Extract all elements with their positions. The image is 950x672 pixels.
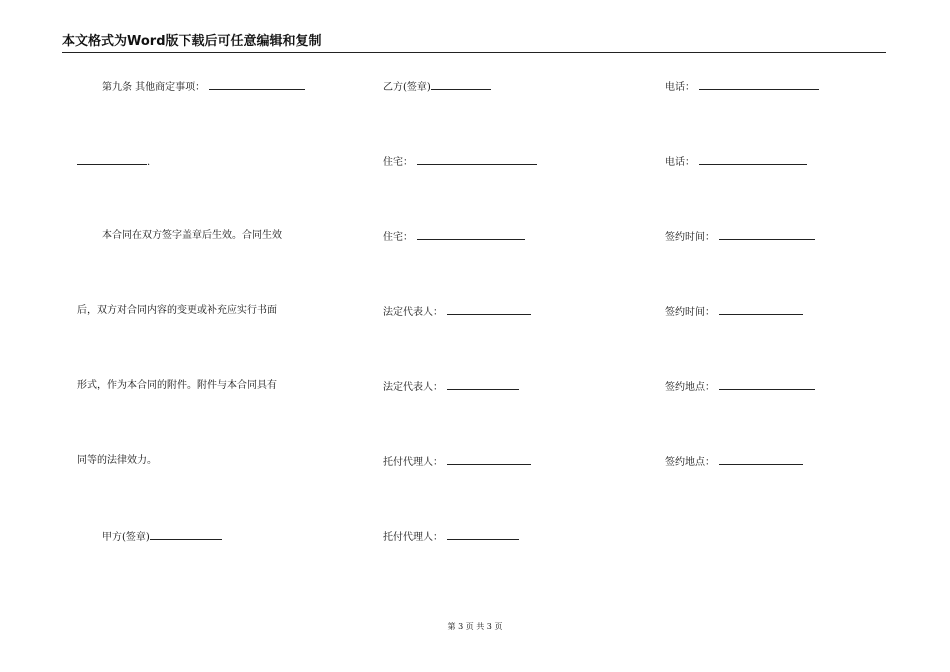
sign-place-2-label: 签约地点： xyxy=(665,457,715,468)
residence-1-blank xyxy=(417,154,537,165)
party-a-line xyxy=(102,529,222,543)
contract-text-line-3 xyxy=(77,379,277,393)
agent-2-label: 托付代理人： xyxy=(383,532,443,543)
phone-2-line xyxy=(665,154,807,168)
legal-rep-1-line xyxy=(383,304,531,318)
phone-2-blank xyxy=(699,154,807,165)
sign-time-2-line xyxy=(665,304,803,318)
contract-text-2: 后，双方对合同内容的变更或补充应实行书面 xyxy=(77,305,277,316)
residence-2-line xyxy=(383,229,525,243)
party-b-label: 乙方(签章) xyxy=(383,82,431,93)
agent-2-blank xyxy=(447,529,519,540)
legal-rep-2-line xyxy=(383,379,519,393)
clause-9-line xyxy=(102,79,305,93)
legal-rep-2-blank xyxy=(447,379,519,390)
agent-2-line xyxy=(383,529,519,543)
sign-place-2-line xyxy=(665,454,803,468)
agent-1-label: 托付代理人： xyxy=(383,457,443,468)
sign-time-1-label: 签约时间： xyxy=(665,232,715,243)
legal-rep-2-label: 法定代表人： xyxy=(383,382,443,393)
sign-time-2-blank xyxy=(719,304,803,315)
legal-rep-1-label: 法定代表人： xyxy=(383,307,443,318)
sign-time-2-label: 签约时间： xyxy=(665,307,715,318)
header-title: 本文格式为Word版下载后可任意编辑和复制 xyxy=(62,34,322,49)
page-footer: 第 3 页 共 3 页 xyxy=(447,622,503,631)
phone-1-label: 电话： xyxy=(665,82,695,93)
residence-1-label: 住宅： xyxy=(383,157,413,168)
sign-place-1-line xyxy=(665,379,815,393)
clause-9-continuation-blank xyxy=(77,154,147,165)
sign-place-1-label: 签约地点： xyxy=(665,382,715,393)
residence-2-blank xyxy=(417,229,525,240)
clause-9-blank xyxy=(209,79,305,90)
phone-1-line xyxy=(665,79,819,93)
contract-text-4: 同等的法律效力。 xyxy=(77,455,157,466)
party-a-blank xyxy=(150,529,222,540)
party-b-blank xyxy=(431,79,491,90)
agent-1-blank xyxy=(447,454,531,465)
period-mark: . xyxy=(147,157,151,168)
residence-1-line xyxy=(383,154,537,168)
contract-text-line-2 xyxy=(77,304,277,318)
contract-text-line-1 xyxy=(102,229,282,243)
sign-time-1-line xyxy=(665,229,815,243)
clause-9-label: 第九条 其他商定事项： xyxy=(102,82,206,93)
sign-place-2-blank xyxy=(719,454,803,465)
party-a-label: 甲方(签章) xyxy=(102,532,150,543)
contract-text-line-4 xyxy=(77,454,157,468)
agent-1-line xyxy=(383,454,531,468)
phone-2-label: 电话： xyxy=(665,157,695,168)
contract-text-1: 本合同在双方签字盖章后生效。合同生效 xyxy=(102,230,282,241)
residence-2-label: 住宅： xyxy=(383,232,413,243)
phone-1-blank xyxy=(699,79,819,90)
clause-9-continuation xyxy=(77,154,150,168)
party-b-line xyxy=(383,79,491,93)
page-header xyxy=(62,34,886,53)
legal-rep-1-blank xyxy=(447,304,531,315)
sign-time-1-blank xyxy=(719,229,815,240)
contract-text-3: 形式，作为本合同的附件。附件与本合同具有 xyxy=(77,380,277,391)
sign-place-1-blank xyxy=(719,379,815,390)
